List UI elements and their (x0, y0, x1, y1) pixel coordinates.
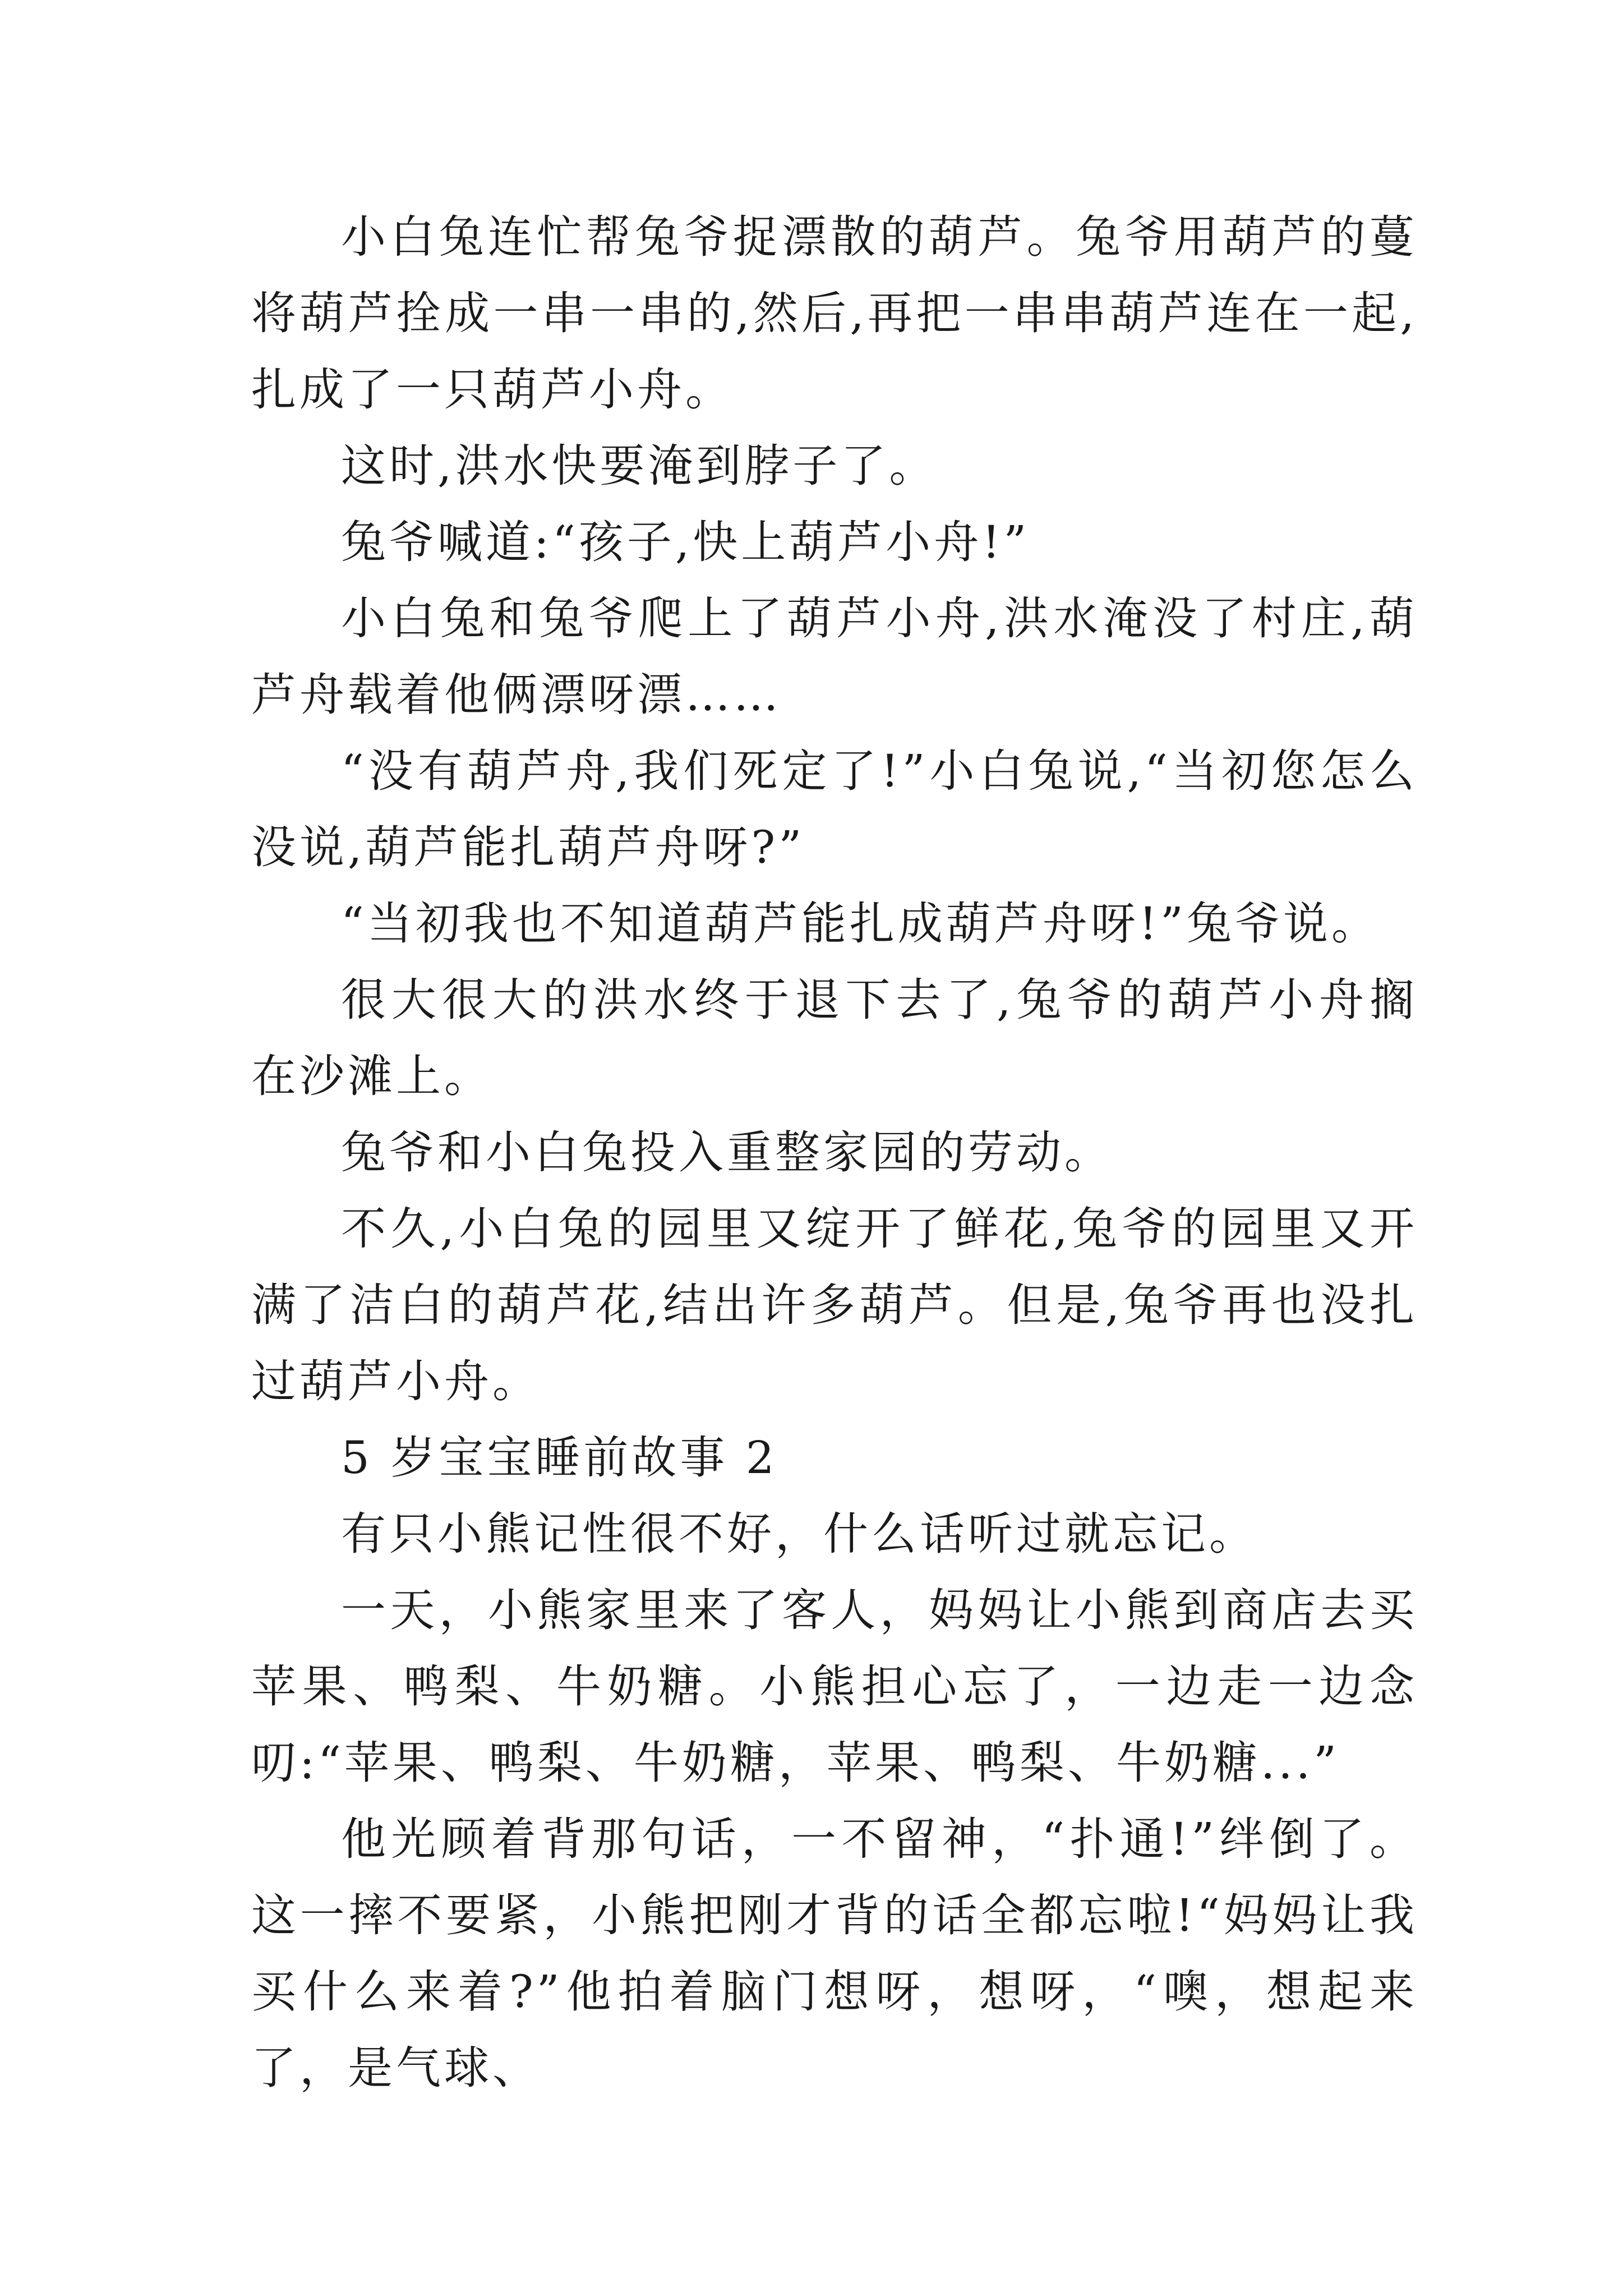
paragraph-6: “当初我也不知道葫芦能扎成葫芦舟呀!”兔爷说。 (341, 898, 1380, 950)
paragraph-2: 这时,洪水快要淹到脖子了。 (341, 440, 938, 492)
paragraph-11: 一天，小熊家里来了客人，妈妈让小熊到商店去买苹果、鸭梨、牛奶糖。小熊担心忘了，一边走一边念叨:“苹果、鸭梨、牛奶糖，苹果、鸭梨、牛奶糖...” (251, 1584, 1418, 1789)
paragraph-3: 兔爷喊道:“孩子,快上葫芦小舟!” (341, 516, 1030, 568)
paragraph-8: 兔爷和小白兔投入重整家园的劳动。 (341, 1126, 1113, 1179)
paragraph-10: 有只小熊记性很不好，什么话听过就忘记。 (341, 1508, 1257, 1560)
story-text (251, 199, 1418, 2106)
paragraph-1: 小白兔连忙帮兔爷捉漂散的葫芦。兔爷用葫芦的蔓将葫芦拴成一串一串的,然后,再把一串串葫芦连在一起,扎成了一只葫芦小舟。 (251, 211, 1418, 416)
paragraph-5: “没有葫芦舟,我们死定了!”小白兔说,“当初您怎么没说,葫芦能扎葫芦舟呀?” (251, 745, 1418, 873)
paragraph-9: 不久,小白兔的园里又绽开了鲜花,兔爷的园里又开满了洁白的葫芦花,结出许多葫芦。但是,兔爷再也没扎过葫芦小舟。 (251, 1203, 1418, 1407)
paragraph-12: 他光顾着背那句话，一不留神，“扑通!”绊倒了。这一摔不要紧，小熊把刚才背的话全都忘啦!“妈妈让我买什么来着?”他拍着脑门想呀，想呀，“噢，想起来了，是气球、 (251, 1813, 1418, 2094)
paragraph-4: 小白兔和兔爷爬上了葫芦小舟,洪水淹没了村庄,葫芦舟载着他俩漂呀漂…… (251, 592, 1418, 721)
story-2-heading: 5 岁宝宝睡前故事 2 (341, 1432, 778, 1484)
paragraph-7: 很大很大的洪水终于退下去了,兔爷的葫芦小舟搁在沙滩上。 (251, 974, 1418, 1102)
